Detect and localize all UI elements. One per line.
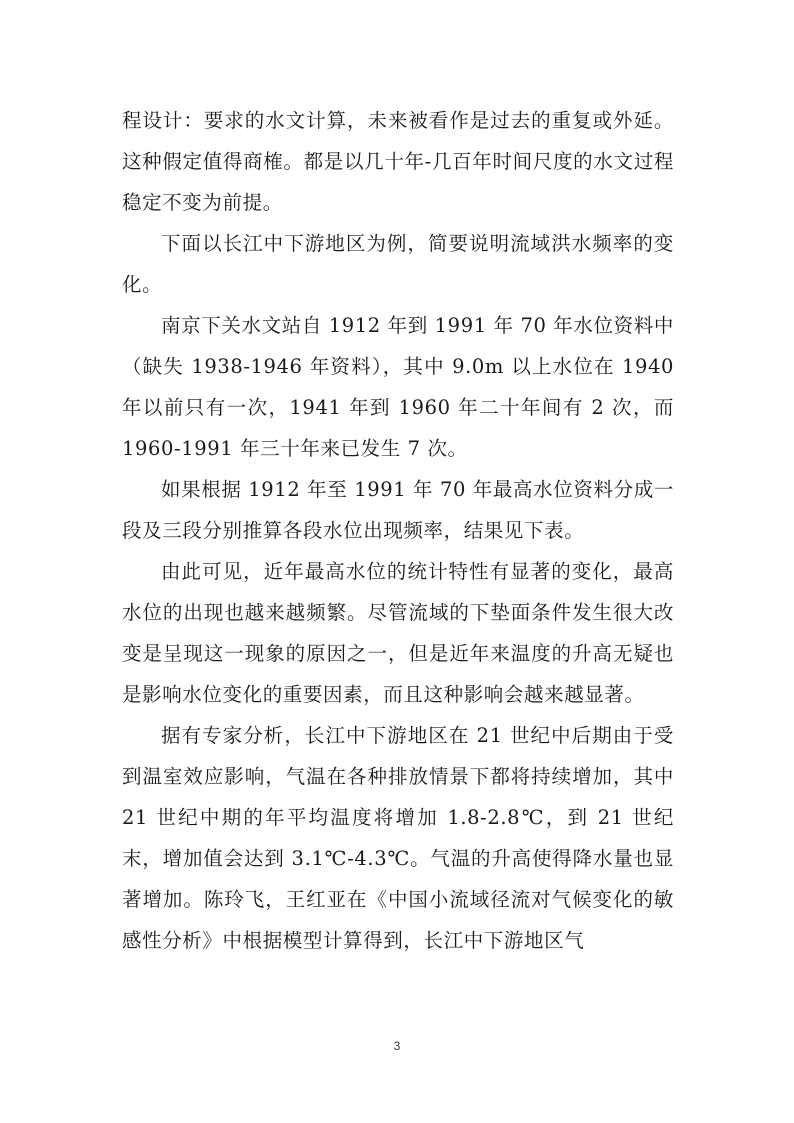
paragraph-1: 程设计：要求的水文计算，未来被看作是过去的重复或外延。这种假定值得商榷。都是以几十年-几百年时间尺度的水文过程稳定不变为前提。 [122, 109, 674, 214]
paragraph-2: 下面以长江中下游地区为例，简要说明流域洪水频率的变化。 [122, 232, 674, 296]
paragraph-3: 南京下关水文站自 1912 年到 1991 年 70 年水位资料中（缺失 1938-1946 年资料），其中 9.0m 以上水位在 1940 年以前只有一次，1941 年到 1960 年二十年间有 2 次，而 1960-1991 年三十年来已发生 7 次。 [122, 314, 674, 460]
paragraph-6: 据有专家分析，长江中下游地区在 21 世纪中后期由于受到温室效应影响，气温在各种排放情景下都将持续增加，其中 21 世纪中期的年平均温度将增加 1.8-2.8℃，到 21 世纪末，增加值会达到 3.1℃-4.3℃。气温的升高使得降水量也显著增加。陈玲飞，王红亚在《中国小流域径流对气候变化的敏感性分析》中根据模型计算得到，长江中下游地区气 [122, 724, 674, 952]
paragraph-5: 由此可见，近年最高水位的统计特性有显著的变化，最高水位的出现也越来越频繁。尽管流域的下垫面条件发生很大改变是呈现这一现象的原因之一，但是近年来温度的升高无疑也是影响水位变化的重要因素，而且这种影响会越来越显著。 [122, 560, 674, 706]
page-number: 3 [393, 1039, 401, 1053]
body-text [122, 100, 674, 961]
paragraph-4: 如果根据 1912 年至 1991 年 70 年最高水位资料分成一段及三段分别推算各段水位出现频率，结果见下表。 [122, 478, 674, 542]
